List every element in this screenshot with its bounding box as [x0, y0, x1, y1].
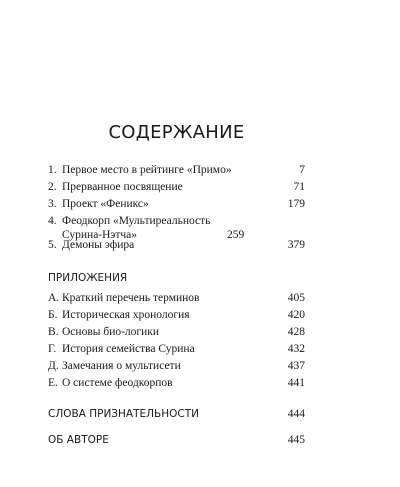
- entry-title: Демоны эфира: [62, 239, 135, 251]
- entry-page: 259: [227, 229, 245, 241]
- entry-title: История семейства Сурина: [62, 343, 195, 355]
- appendices-heading: [48, 271, 305, 285]
- toc-entry-appendix-e[interactable]: [48, 376, 305, 390]
- entry-page: 437: [287, 360, 305, 372]
- toc-entry-chapter-1[interactable]: [48, 163, 305, 177]
- toc-entry-appendix-v[interactable]: [48, 325, 305, 339]
- toc-entry-appendix-d[interactable]: [48, 359, 305, 373]
- entry-title: Основы био-логики: [62, 326, 160, 338]
- toc-entry-about-author[interactable]: [48, 433, 305, 447]
- entry-title: Проект «Феникс»: [62, 198, 149, 210]
- entry-title: Замечания о мультисети: [62, 360, 181, 372]
- entry-number: В.: [48, 326, 59, 338]
- entry-page: 405: [287, 292, 305, 304]
- entry-page: 432: [287, 343, 305, 355]
- entry-page: 71: [293, 181, 305, 193]
- entry-title: Историческая хронология: [62, 309, 190, 321]
- entry-page: 179: [287, 198, 305, 210]
- entry-number: 2.: [48, 181, 57, 193]
- entry-page: 428: [287, 326, 305, 338]
- entry-title: ОБ АВТОРЕ: [48, 434, 109, 446]
- entry-number: 4.: [48, 215, 57, 227]
- entry-page: 7: [299, 164, 305, 176]
- toc-entry-appendix-b[interactable]: [48, 308, 305, 322]
- entry-number: Б.: [48, 309, 58, 321]
- entry-page: 444: [287, 408, 305, 420]
- toc-entry-acknowledgements[interactable]: [48, 407, 305, 421]
- toc-entry-appendix-g[interactable]: [48, 342, 305, 356]
- entry-title: Феодкорп «Мультиреальность Сурина-Нэтча»: [62, 215, 211, 241]
- entry-page: 441: [287, 377, 305, 389]
- entry-number: Д.: [48, 360, 59, 372]
- entry-page: 420: [287, 309, 305, 321]
- toc-entry-chapter-5[interactable]: [48, 238, 305, 252]
- entry-page: 379: [287, 239, 305, 251]
- entry-number: А.: [48, 292, 60, 304]
- entry-number: 1.: [48, 164, 57, 176]
- toc-entry-appendix-a[interactable]: [48, 291, 305, 305]
- entry-number: 3.: [48, 198, 57, 210]
- entry-number: 5.: [48, 239, 57, 251]
- entry-title: Первое место в рейтинге «Примо»: [62, 164, 232, 176]
- page-title: СОДЕРЖАНИЕ: [108, 122, 245, 143]
- entry-title: Прерванное посвящение: [62, 181, 183, 193]
- entry-title: СЛОВА ПРИЗНАТЕЛЬНОСТИ: [48, 408, 200, 420]
- entry-title: О системе феодкорпов: [62, 377, 173, 389]
- entry-page: 445: [287, 434, 305, 446]
- toc-entry-chapter-3[interactable]: [48, 197, 305, 211]
- entry-title: Краткий перечень терминов: [62, 292, 200, 304]
- entry-number: Е.: [48, 377, 58, 389]
- toc-entry-chapter-2[interactable]: [48, 180, 305, 194]
- entry-number: Г.: [48, 343, 57, 355]
- appendices-heading-label: ПРИЛОЖЕНИЯ: [48, 272, 128, 284]
